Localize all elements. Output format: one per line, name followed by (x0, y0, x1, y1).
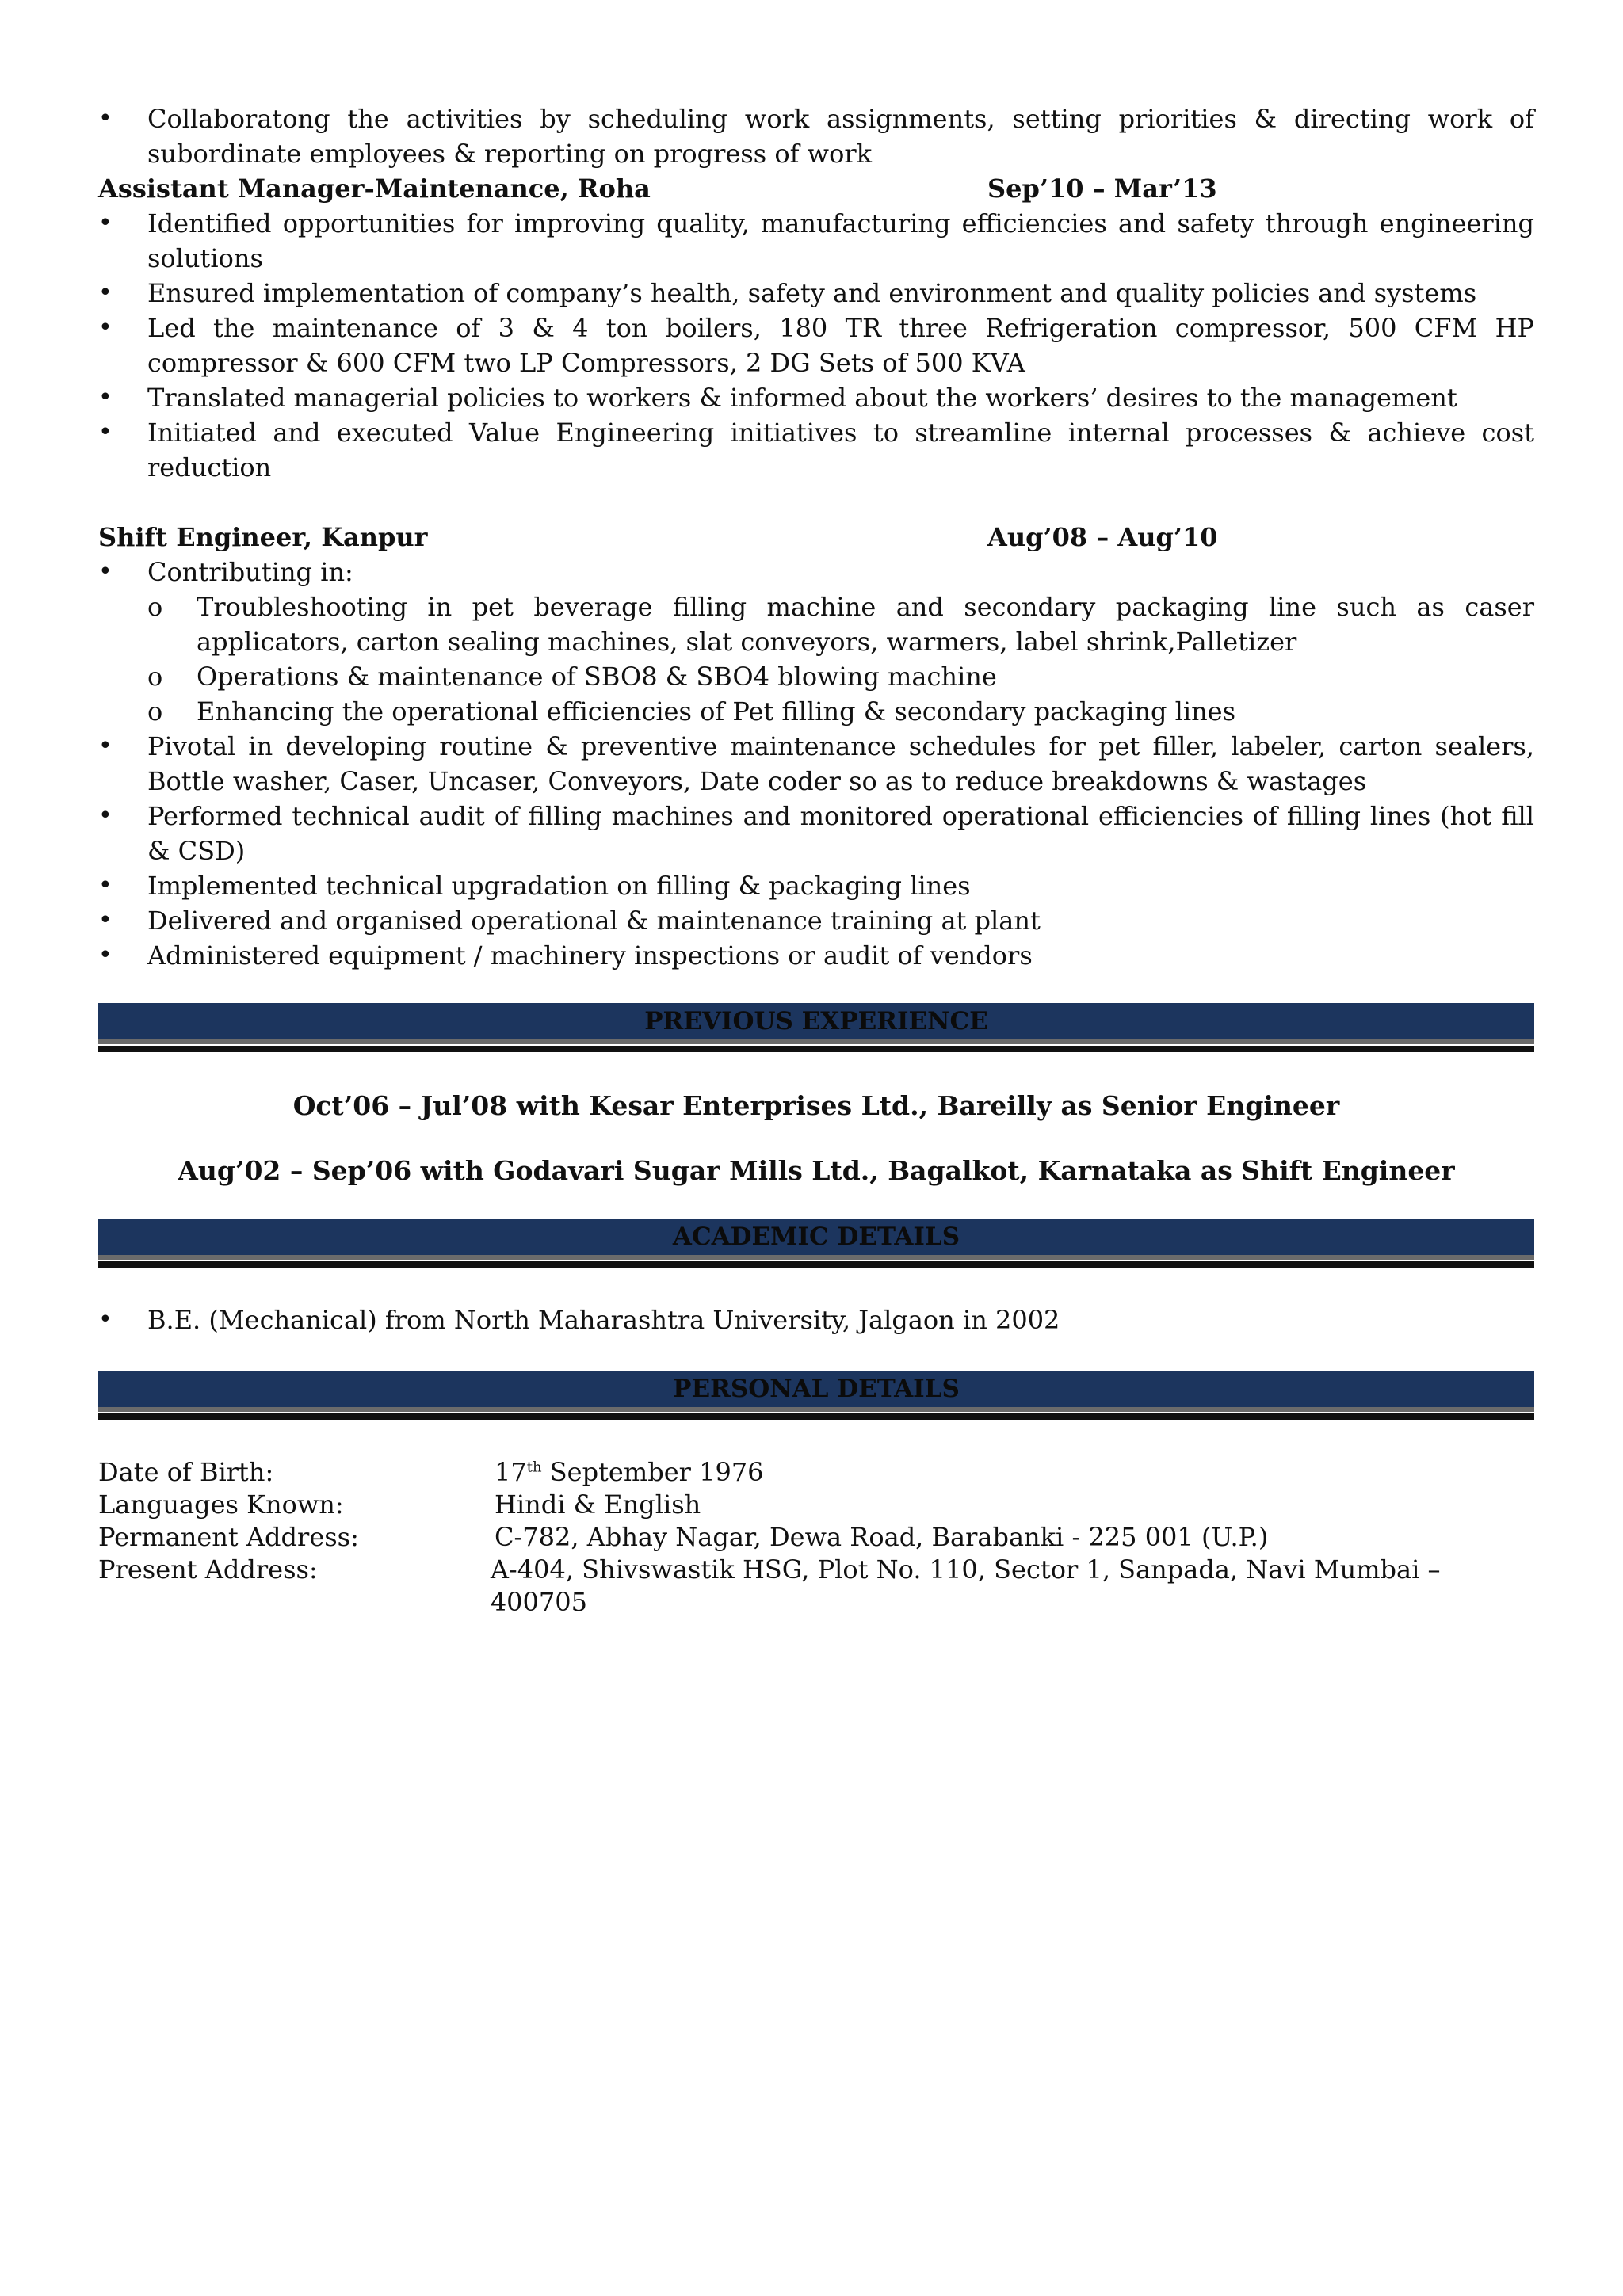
list-item: • Implemented technical upgradation on filling & packaging lines (98, 868, 1534, 903)
academic-item: • B.E. (Mechanical) from North Maharashtra University, Jalgaon in 2002 (98, 1302, 1534, 1337)
permanent-address-value: C-782, Abhay Nagar, Dewa Road, Barabanki - 225 001 (U.P.) (495, 1522, 1269, 1552)
languages-value: Hindi & English (495, 1489, 701, 1520)
section-previous-experience (98, 1003, 1534, 1057)
job-dates: Aug’08 – Aug’10 (987, 522, 1218, 552)
personal-row-languages (98, 1489, 1534, 1521)
present-address-value: A-404, Shivswastik HSG, Plot No. 110, Sector 1, Sanpada, Navi Mumbai – 400705 (490, 1554, 1441, 1617)
list-item: • Pivotal in developing routine & preventive maintenance schedules for pet filler, labeler, carton sealers, Bottle washer, Caser, Uncaser, Conveyors, Date coder so as to reduce breakdowns & wastages (98, 729, 1534, 799)
dob-value: 17th September 1976 (495, 1457, 764, 1487)
previous-job: Aug’02 – Sep’06 with Godavari Sugar Mills Ltd., Bagalkot, Karnataka as Shift Engineer (178, 1155, 1455, 1186)
job-dates: Sep’10 – Mar’13 (987, 174, 1217, 204)
resume-page (98, 101, 1534, 1619)
list-item: • Initiated and executed Value Engineering initiatives to streamline internal processes & achieve cost reduction (98, 415, 1534, 485)
list-item: • Delivered and organised operational & maintenance training at plant (98, 903, 1534, 938)
sub-list-item: o Operations & maintenance of SBO8 & SBO4 blowing machine (98, 659, 1534, 694)
job-title: Shift Engineer, Kanpur (98, 522, 428, 552)
job-title: Assistant Manager-Maintenance, Roha (98, 174, 651, 204)
sub-list-item: o Troubleshooting in pet beverage filling machine and secondary packaging line such as caser applicators, carton sealing machines, slat conveyors, warmers, label shrink,Palletizer (98, 589, 1534, 659)
dob-label: Date of Birth: (98, 1457, 274, 1487)
job-header-roha (98, 171, 1534, 206)
list-item: • Performed technical audit of filling machines and monitored operational efficiencies of filling lines (hot fill & CSD) (98, 799, 1534, 868)
section-heading: ACADEMIC DETAILS (98, 1219, 1534, 1255)
permanent-address-label: Permanent Address: (98, 1522, 359, 1552)
list-item: • Led the maintenance of 3 & 4 ton boilers, 180 TR three Refrigeration compressor, 500 CFM HP compressor & 600 CFM two LP Compressors, 2 DG Sets of 500 KVA (98, 311, 1534, 380)
list-item: • Administered equipment / machinery inspections or audit of vendors (98, 938, 1534, 973)
intro-bullet: • Collaboratong the activities by scheduling work assignments, setting priorities & directing work of subordinate employees & reporting on progress of work (98, 101, 1534, 171)
list-item: • Contributing in: (98, 555, 1534, 589)
section-heading: PERSONAL DETAILS (98, 1371, 1534, 1407)
list-item: • Ensured implementation of company’s health, safety and environment and quality policies and systems (98, 276, 1534, 311)
present-address-label: Present Address: (98, 1554, 318, 1585)
section-heading: PREVIOUS EXPERIENCE (98, 1003, 1534, 1039)
job-header-kanpur (98, 520, 1534, 555)
section-personal-details (98, 1371, 1534, 1425)
section-academic-details (98, 1219, 1534, 1272)
personal-row-permanent-address (98, 1521, 1534, 1554)
sub-list-item: o Enhancing the operational efficiencies of Pet filling & secondary packaging lines (98, 694, 1534, 729)
languages-label: Languages Known: (98, 1489, 344, 1520)
list-item: • Translated managerial policies to workers & informed about the workers’ desires to the management (98, 380, 1534, 415)
personal-row-dob (98, 1456, 1534, 1489)
personal-row-present-address (98, 1554, 1534, 1619)
previous-job: Oct’06 – Jul’08 with Kesar Enterprises Ltd., Bareilly as Senior Engineer (292, 1090, 1340, 1121)
list-item: • Identified opportunities for improving quality, manufacturing efficiencies and safety through engineering solutions (98, 206, 1534, 276)
